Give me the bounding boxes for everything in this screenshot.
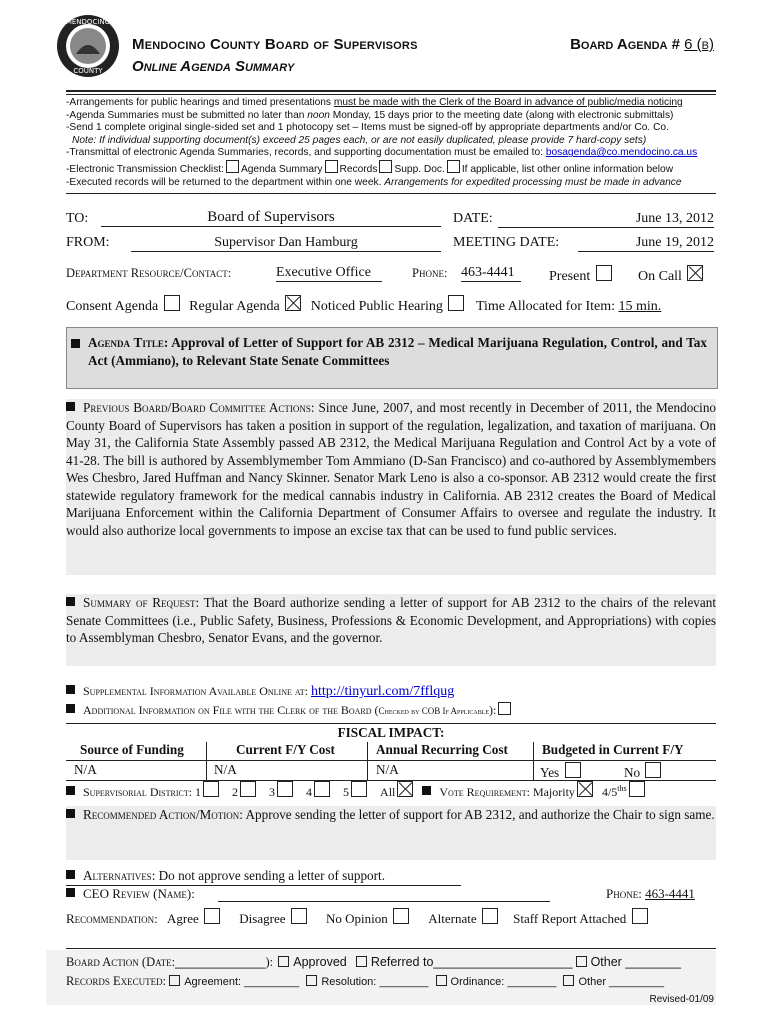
revision-label: Revised-01/09 [649,994,714,1005]
noticed-hearing-checkbox[interactable] [448,295,464,311]
agenda-title-box [66,327,718,389]
fiscal-rule [66,723,716,724]
additional-info-label: Additional Information on File with the Clerk of the Board ( [83,703,379,717]
current-fy-cost-value[interactable]: N/A [214,762,237,777]
district-1-checkbox[interactable] [203,781,219,797]
department-contact-field[interactable]: Executive Office [276,265,382,282]
agenda-type-row [66,295,661,315]
disagree-checkbox[interactable] [291,908,307,924]
footer-rule [66,948,716,949]
instruction-line: -Transmittal of electronic Agenda Summaries, records, and supporting documentation must be emailed to: bosagenda@co.mendocino.ca.us [66,147,698,159]
previous-actions-section [66,399,716,575]
document-subtitle: Online Agenda Summary [132,58,295,75]
staff-report-checkbox[interactable] [632,908,648,924]
budgeted-yes: Yes [540,762,583,781]
supplemental-label: Supplemental Information Available Online at: [83,684,308,698]
four-fifths-checkbox[interactable] [629,781,645,797]
ceo-phone [606,886,695,902]
date-field[interactable]: June 13, 2012 [498,211,714,228]
ceo-phone-value[interactable]: 463-4441 [645,886,695,901]
alternatives-row [66,868,385,884]
submission-instructions [66,97,716,189]
from-label: FROM: [66,235,110,250]
department-contact-label: Department Resource/Contact: [66,266,232,280]
district-label: Supervisorial District: [83,785,193,799]
resolution-checkbox[interactable] [306,975,317,986]
records-executed-label: Records Executed: [66,974,167,988]
agenda-number-label: Board Agenda # [570,36,680,53]
regular-agenda-label: Regular Agenda [189,299,280,314]
from-field[interactable]: Supervisor Dan Hamburg [131,235,441,252]
meeting-date-field[interactable]: June 19, 2012 [578,235,714,252]
bullet-icon [422,786,431,795]
ceo-review-row [66,886,195,902]
agreement-checkbox[interactable] [169,975,180,986]
budgeted-no: No [624,762,663,781]
referred-checkbox[interactable] [356,956,367,967]
ceo-phone-label: Phone: [606,886,642,901]
instruction-line: -Executed records will be returned to the department within one week. Arrangements for expedited processing must be made in advance [66,176,682,188]
alternatives-text: Do not approve sending a letter of support. [158,868,385,883]
bullet-icon [66,809,75,818]
current-fy-cost-header: Current F/Y Cost [236,742,335,757]
phone-field[interactable]: 463-4441 [461,265,521,282]
instruction-line: -Agenda Summaries must be submitted no later than noon Monday, 15 days prior to the meeting date (along with electronic submittals) [66,109,674,121]
agenda-title-text: Approval of Letter of Support for AB 2312 – Medical Marijuana Regulation, Control, and Tax Act (Ammiano), to Relevant State Senate Committees [88,335,707,368]
consent-agenda-checkbox[interactable] [164,295,180,311]
header-rule [66,90,716,92]
summary-label: Summary of Request: [83,595,200,610]
meeting-date-label: MEETING DATE: [453,235,560,250]
instructions-rule [66,193,716,194]
recommended-action-text: Approve sending the letter of support for AB 2312, and authorize the Chair to sign same. [245,807,715,822]
time-allocated-label: Time Allocated for Item: [475,299,616,314]
document-title: Mendocino County Board of Supervisors [132,36,418,53]
board-action-label: Board Action (Date: [66,955,176,969]
fiscal-values-row [66,762,716,781]
svg-text:COUNTY: COUNTY [73,67,103,75]
district-all-checkbox[interactable] [397,781,413,797]
svg-text:MENDOCINO: MENDOCINO [65,18,111,26]
additional-info-checkbox[interactable] [498,702,511,715]
bullet-icon [66,704,75,713]
alternate-checkbox[interactable] [482,908,498,924]
checkbox-supp-doc[interactable] [379,160,392,173]
present-option [549,265,614,285]
agree-checkbox[interactable] [204,908,220,924]
time-allocated-value[interactable]: 15 min. [618,299,662,314]
summary-section [66,594,716,666]
on-call-checkbox[interactable] [687,265,703,281]
bullet-icon [66,685,75,694]
on-call-option [638,265,705,285]
previous-actions-text: Since June, 2007, and most recently in December of 2011, the Mendocino County Board of Supervisors has taken a position in support of the regulation, legalization, and taxation of marijuana. On May 31, the California State Assembly passed AB 2312, the Medical Marijuana Regulation and Control Act by a vote of 41-28. The bill is authored by Assemblymember Tom Ammiano (D-San Francisco) and co-authored by Assemblymembers Wes Chesbro, Jared Huffman and Nancy Skinner. Senator Mark Leno is also a co-sponsor. AB 2312 would create the first statewide regulatory framework for the medical cannabis industry in California. AB 2312 creates the Board of Medical Marijuana Enforcement within the California Department of Consumer Affairs to oversee and regulate the industry. It would also authorize local governments to impose an excise tax that can be used to fund public services. [66,400,717,538]
other-action-checkbox[interactable] [576,956,587,967]
board-action-row: Board Action (Date:_____________): Approved Referred to____________________ Other ________ [66,955,681,969]
recommended-action-section [66,806,716,860]
annual-recurring-cost-header: Annual Recurring Cost [376,742,508,757]
district-3-checkbox[interactable] [277,781,293,797]
bullet-icon [66,786,75,795]
district-row: Supervisorial District: 1 2 3 4 5 All Vote Requirement: Majority $4/5^{ths}$ [66,781,647,800]
to-field[interactable]: Board of Supervisors [101,209,441,227]
additional-info-note: Checked by COB If Applicable [378,706,490,716]
bullet-icon [71,339,80,348]
ceo-review-field[interactable] [218,888,550,902]
budgeted-header: Budgeted in Current F/Y [542,742,684,757]
email-link[interactable]: bosagenda@co.mendocino.ca.us [545,147,698,159]
recommended-action-label: Recommended Action/Motion: [83,807,243,822]
annual-recurring-cost-value[interactable]: N/A [376,762,399,777]
summary-text: That the Board authorize sending a letter of support for AB 2312 to the chairs of the relevant Senate Committees (i.e., Public Safety, Business, Professions & Economic Development, and Appropriations) with copies to Assemblyman Chesbro, Senator Evans, and the governor. [66,595,717,645]
present-checkbox[interactable] [596,265,612,281]
instruction-line: -Send 1 complete original single-sided set and 1 photocopy set – Items must be signed-off by appropriate departments and/or Co. Co. [66,122,669,134]
present-label: Present [549,269,591,284]
district-5-checkbox[interactable] [351,781,367,797]
fiscal-header-row [66,742,716,761]
noticed-hearing-label: Noticed Public Hearing [310,299,443,314]
district-4-checkbox[interactable] [314,781,330,797]
alternatives-label: Alternatives: [83,868,156,883]
source-of-funding-value[interactable]: N/A [74,762,97,777]
fiscal-impact-heading: FISCAL IMPACT: [337,725,445,740]
checkbox-other-online[interactable] [447,160,460,173]
records-executed-row: Records Executed: Agreement: _________ Resolution: ________ Ordinance: ________ Other _________ [66,974,665,988]
district-2-checkbox[interactable] [240,781,256,797]
budgeted-no-checkbox[interactable] [645,762,661,778]
on-call-label: On Call [638,269,682,284]
to-label: TO: [66,211,89,226]
ceo-recommendation-row: Recommendation: Agree Disagree No Opinion Alternate Staff Report Attached [66,908,716,927]
instruction-line: Note: If individual supporting document(s) exceed 25 pages each, or are not easily duplicated, please provide 7 hard-copy sets) [72,134,647,146]
agenda-title-label: Agenda Title: [88,335,169,350]
majority-checkbox[interactable] [577,781,593,797]
phone-label: Phone: [412,266,448,280]
agenda-number-value: 6 (b) [684,36,714,53]
date-label: DATE: [453,211,493,226]
source-of-funding-header: Source of Funding [80,742,184,757]
consent-agenda-label: Consent Agenda [66,299,159,314]
no-opinion-checkbox[interactable] [393,908,409,924]
recommendation-label: Recommendation: [66,911,158,926]
additional-info-end: ): [489,703,497,717]
instruction-line: -Arrangements for public hearings and timed presentations must be made with the Clerk of the Board in advance of public/media noticing [66,97,683,108]
additional-info-row [66,702,513,718]
bullet-icon [66,402,75,411]
checkbox-agenda-summary[interactable] [226,160,239,173]
budgeted-yes-checkbox[interactable] [565,762,581,778]
board-agenda-number [570,36,714,53]
transmission-checklist: -Electronic Transmission Checklist: Agenda Summary Records Supp. Doc. If applicable, list other online information below [66,160,716,177]
other-record-checkbox[interactable] [563,975,574,986]
approved-checkbox[interactable] [278,956,289,967]
bullet-icon [66,870,75,879]
supplemental-link[interactable]: http://tinyurl.com/7fflqug [311,684,455,699]
ceo-review-label: CEO Review (Name): [83,886,195,901]
header-rule-thin [66,94,716,95]
regular-agenda-checkbox[interactable] [285,295,301,311]
county-seal-logo [56,14,120,78]
previous-actions-label: Previous Board/Board Committee Actions: [83,400,315,415]
vote-requirement-label: Vote Requirement: [439,785,530,799]
bullet-icon [66,597,75,606]
supplemental-row [66,684,454,700]
ordinance-checkbox[interactable] [436,975,447,986]
bullet-icon [66,888,75,897]
checkbox-records[interactable] [325,160,338,173]
